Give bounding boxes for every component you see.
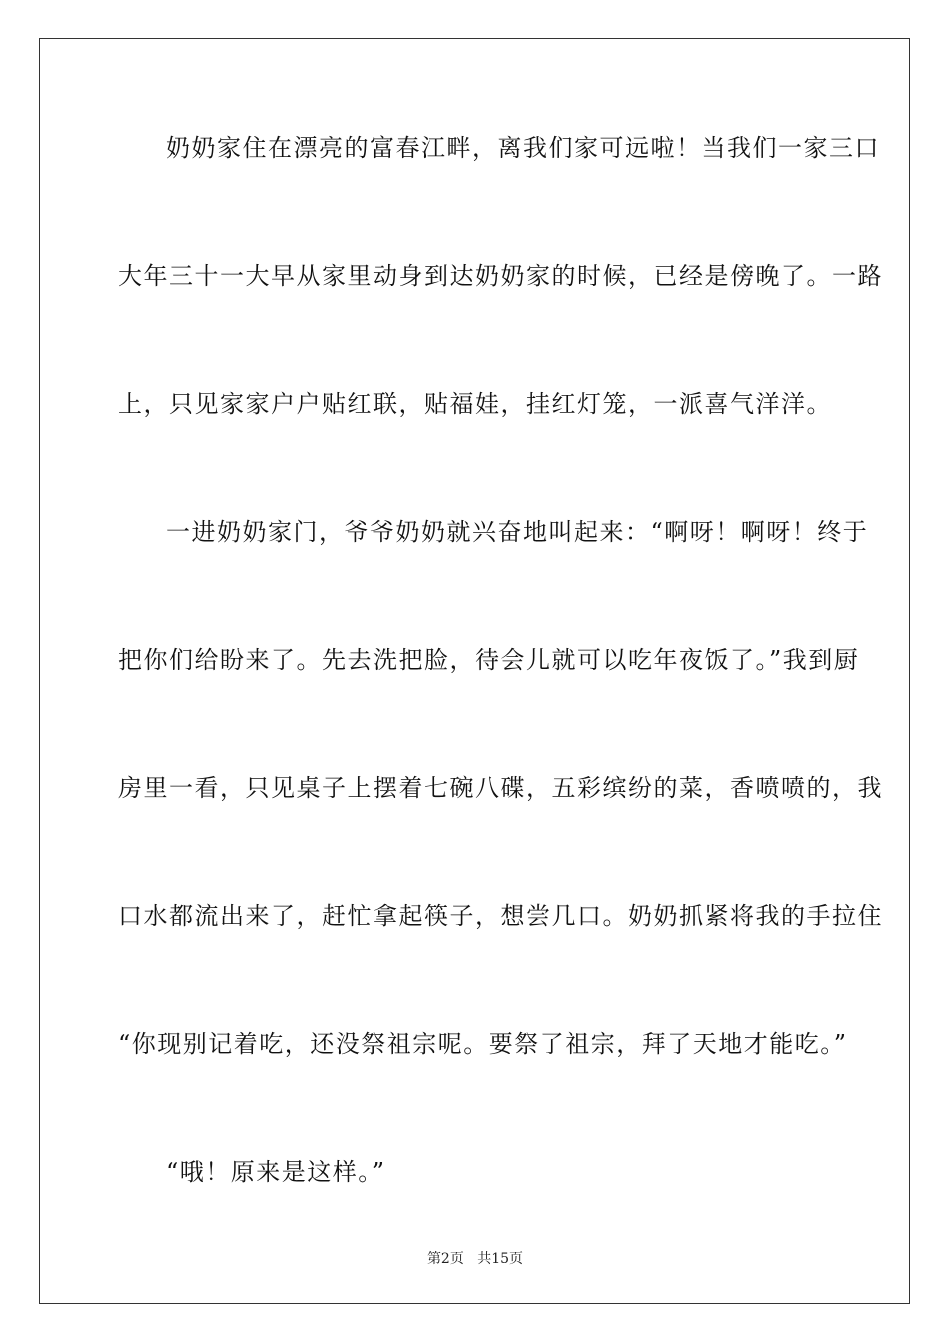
paragraph-line: “你现别记着吃，还没祭祖宗呢。要祭了祖宗，拜了天地才能吃。”	[118, 1030, 848, 1058]
paragraph-line: 奶奶家住在漂亮的富春江畔，离我们家可远啦！当我们一家三口	[166, 134, 880, 162]
paragraph-line: 房里一看，只见桌子上摆着七碗八碟，五彩缤纷的菜，香喷喷的，我	[118, 774, 883, 802]
page-total: 共15页	[477, 1251, 524, 1267]
paragraph-line: 大年三十一大早从家里动身到达奶奶家的时候，已经是傍晚了。一路	[118, 262, 883, 290]
page-footer	[0, 1248, 950, 1268]
paragraph-line: 上，只见家家户户贴红联，贴福娃，挂红灯笼，一派喜气洋洋。	[118, 390, 832, 418]
paragraph-line: “哦！原来是这样。”	[166, 1158, 386, 1186]
page-number: 第2页	[426, 1251, 464, 1267]
paragraph-line: 把你们给盼来了。先去洗把脸，待会儿就可以吃年夜饭了。”我到厨	[118, 646, 860, 674]
paragraph-line: 口水都流出来了，赶忙拿起筷子，想尝几口。奶奶抓紧将我的手拉住	[118, 902, 883, 930]
paragraph-line: 一进奶奶家门，爷爷奶奶就兴奋地叫起来：“啊呀！啊呀！终于	[166, 518, 869, 546]
document-body	[118, 128, 883, 1280]
